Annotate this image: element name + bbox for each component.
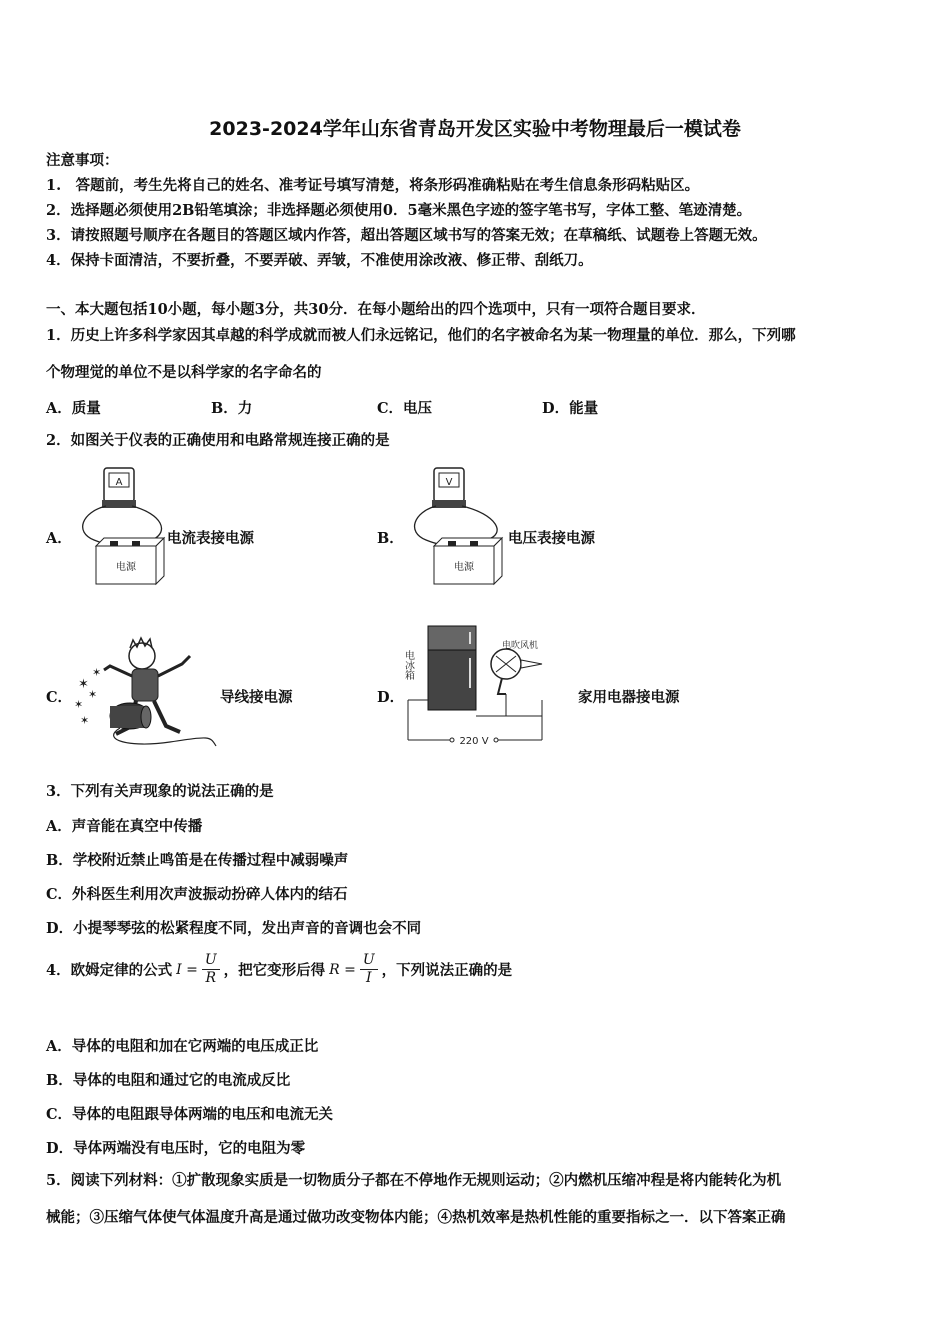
formula-2-fraction	[360, 952, 378, 987]
question-1-stem: 1．历史上许多科学家因其卓越的科学成就而被人们永远铭记，他们的名字被命名为某一物理量的单位．那么，下列哪	[46, 327, 796, 344]
q2-option-c-letter: C．	[46, 689, 73, 706]
formula-1-denominator: R	[205, 970, 216, 986]
formula-1-fraction	[202, 952, 220, 987]
q2-option-b-caption: 电压表接电源	[508, 530, 595, 547]
notice-heading: 注意事项：	[46, 152, 119, 169]
q1-option-b: B．力	[211, 400, 253, 417]
q3-option-c: C．外科医生利用次声波振动扮碎人体内的结石	[46, 886, 348, 903]
svg-text:✶: ✶	[88, 688, 98, 701]
notice-item: 2．选择题必须使用2B铅笔填涂；非选择题必须使用0．5毫米黑色字迹的签字笔书写，字体工整、笔迹清楚。	[46, 202, 752, 219]
q1-option-d: D．能量	[542, 400, 599, 417]
section-heading: 一、本大题包括10小题，每小题3分，共30分．在每小题给出的四个选项中，只有一项符合题目要求．	[46, 301, 706, 318]
svg-text:✶: ✶	[78, 677, 89, 692]
q3-option-b: B．学校附近禁止鸣笛是在传播过程中减弱噪声	[46, 852, 349, 869]
q2-option-a-letter: A．	[46, 530, 72, 547]
q1-option-c: C．电压	[377, 400, 433, 417]
q4-middle: ，把它变形后得	[223, 962, 326, 979]
q2-option-c-caption: 导线接电源	[220, 689, 293, 706]
notice-item: 1. 答题前，考生先将自己的姓名、准考证号填写清楚，将条形码准确粘贴在考生信息条形码粘贴区。	[46, 177, 700, 194]
q4-suffix: ，下列说法正确的是	[381, 962, 513, 979]
question-5-stem-cont: 械能；③压缩气体使气体温度升高是通过做功改变物体内能；④热机效率是热机性能的重要指标之一．以下答案正确	[46, 1209, 786, 1226]
ammeter-battery-figure	[72, 462, 172, 592]
question-3-stem: 3．下列有关声现象的说法正确的是	[46, 783, 274, 800]
svg-text:V: V	[445, 477, 453, 488]
formula-1-lhs: I =	[176, 961, 198, 978]
q2-option-d-letter: D．	[377, 689, 405, 706]
battery-label: 电源	[454, 562, 474, 573]
q4-option-a: A．导体的电阻和加在它两端的电压成正比	[46, 1038, 319, 1055]
notice-item: 3．请按照题号顺序在各题目的答题区域内作答，超出答题区域书写的答案无效；在草稿纸、试题卷上答题无效。	[46, 227, 767, 244]
hairdryer-label: 电吹风机	[502, 641, 539, 651]
q2-option-d-caption: 家用电器接电源	[578, 689, 680, 706]
svg-text:A: A	[115, 477, 123, 488]
q3-option-d: D．小提琴琴弦的松紧程度不同，发出声音的音调也会不同	[46, 920, 422, 937]
voltage-label: 220 V	[459, 736, 489, 747]
q4-option-b: B．导体的电阻和通过它的电流成反比	[46, 1072, 291, 1089]
q4-prefix: 4．欧姆定律的公式	[46, 962, 173, 979]
q4-option-d: D．导体两端没有电压时，它的电阻为零	[46, 1140, 306, 1157]
formula-2-numerator: U	[360, 952, 378, 970]
q4-option-c: C．导体的电阻跟导体两端的电压和电流无关	[46, 1106, 334, 1123]
q2-option-b-letter: B．	[377, 530, 404, 547]
question-2-stem: 2．如图关于仪表的正确使用和电路常规连接正确的是	[46, 432, 390, 449]
question-5-stem: 5．阅读下列材料：①扩散现象实质是一切物质分子都在不停地作无规则运动；②内燃机压缩冲程是将内能转化为机	[46, 1172, 782, 1189]
svg-text:✶: ✶	[92, 666, 102, 679]
q3-option-a: A．声音能在真空中传播	[46, 818, 203, 835]
svg-text:✶: ✶	[74, 698, 84, 711]
shocked-person-figure	[70, 636, 220, 754]
q1-option-a: A．质量	[46, 400, 101, 417]
battery-label: 电源	[116, 562, 136, 573]
appliances-circuit-figure	[402, 618, 552, 750]
voltmeter-battery-figure	[404, 462, 514, 592]
formula-2-denominator: I	[366, 970, 372, 986]
notice-item: 4．保持卡面清洁，不要折叠，不要弄破、弄皱，不准使用涂改液、修正带、刮纸刀。	[46, 252, 593, 269]
fridge-label: 电冰箱	[402, 650, 414, 680]
formula-1-numerator: U	[202, 952, 220, 970]
question-4-stem	[46, 952, 512, 987]
svg-text:✶: ✶	[80, 714, 90, 727]
q2-option-a-caption: 电流表接电源	[167, 530, 254, 547]
page-title: 2023-2024学年山东省青岛开发区实验中考物理最后一模试卷	[209, 118, 741, 140]
question-1-stem-cont: 个物理觉的单位不是以科学家的名字命名的	[46, 364, 322, 381]
formula-2-lhs: R =	[329, 961, 356, 978]
